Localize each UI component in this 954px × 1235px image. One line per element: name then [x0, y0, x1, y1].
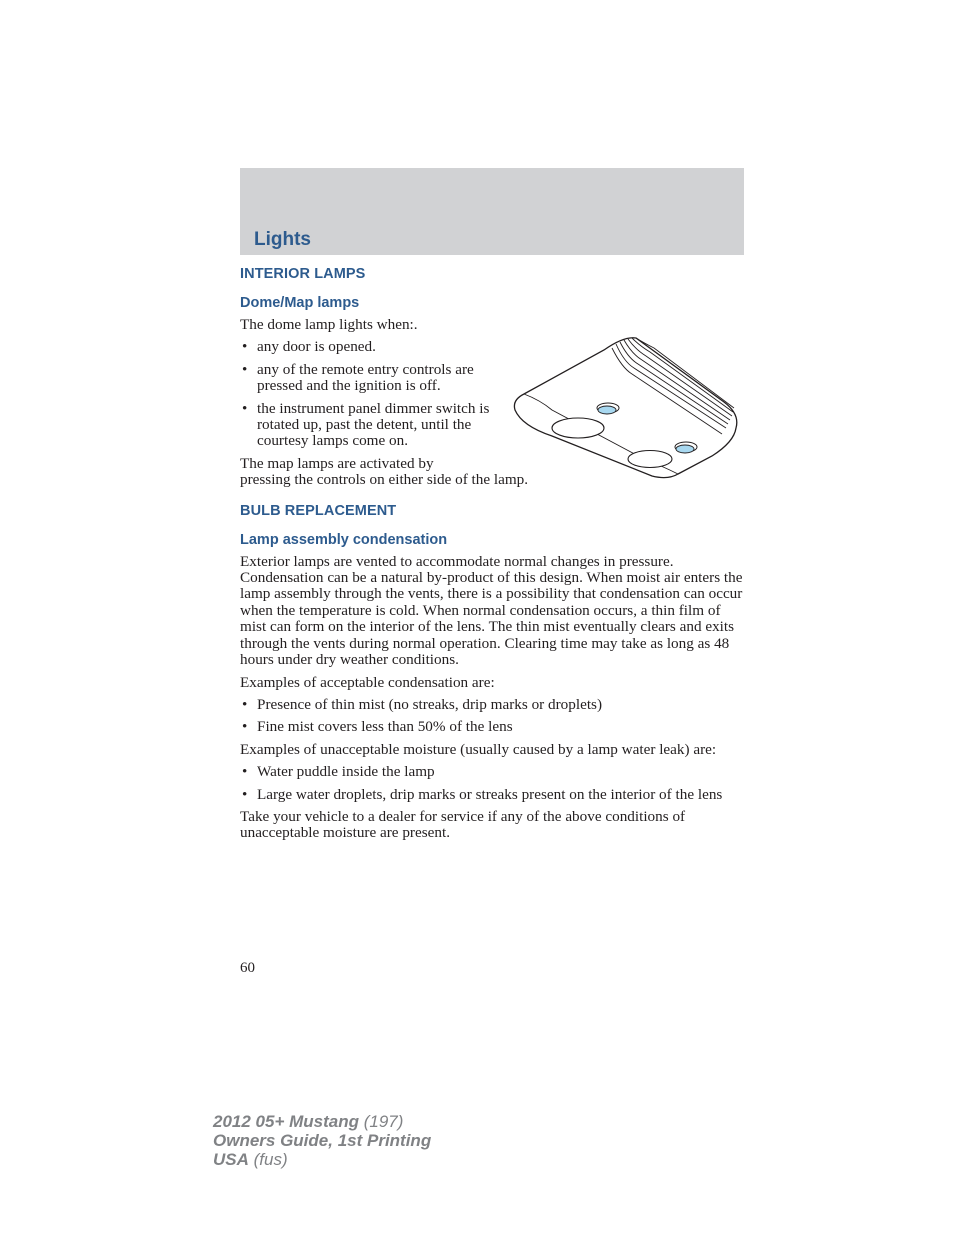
- footer-model-code: (197): [359, 1112, 404, 1131]
- closing-paragraph: Take your vehicle to a dealer for service if any of the above conditions of unacceptable moisture are present.: [240, 807, 686, 842]
- subheading-lamp-condensation: Lamp assembly condensation: [240, 531, 448, 548]
- map-lamps-text-line1: The map lamps are activated by: [240, 454, 434, 472]
- map-lamps-text-line2: pressing the controls on either side of the lamp.: [240, 471, 529, 489]
- document-footer: [213, 1112, 431, 1169]
- condensation-paragraph: Exterior lamps are vented to accommodate normal changes in pressure. Condensation can be a natural by-product of this design. When moist air enters the lamp assembly through the vents, there is a possibility that condensation can occur when the temperature is cold. When normal condensation occurs, a thin film of mist can form on the interior of the lens. The thin mist eventually clears and exits through the vents during normal operation. Clearing time may take as long as 48 hours under dry weather conditions.: [240, 552, 743, 669]
- section-header-band: [240, 168, 744, 255]
- dome-conditions-list: [240, 339, 490, 449]
- footer-guide: Owners Guide, 1st Printing: [213, 1131, 432, 1150]
- page-number: 60: [240, 960, 255, 976]
- unacceptable-list: [240, 764, 744, 803]
- list-item: • Presence of thin mist (no streaks, drip marks or droplets): [240, 697, 744, 713]
- subheading-dome-map-lamps: Dome/Map lamps: [240, 295, 360, 311]
- unacceptable-intro: Examples of unacceptable moisture (usually caused by a lamp water leak) are:: [240, 740, 717, 758]
- acceptable-list: [240, 697, 744, 736]
- acceptable-intro: Examples of acceptable condensation are:: [240, 673, 495, 691]
- list-item: • Fine mist covers less than 50% of the lens: [240, 719, 744, 735]
- dome-intro: The dome lamp lights when:.: [240, 316, 418, 333]
- map-lamps-text: [240, 456, 744, 489]
- list-item: • any of the remote entry controls are pressed and the ignition is off.: [240, 362, 490, 395]
- footer-market-code: (fus): [248, 1150, 288, 1169]
- list-item: • the instrument panel dimmer switch is rotated up, past the detent, until the courtesy lamps come on.: [240, 401, 490, 450]
- footer-model: 2012 05+ Mustang: [213, 1112, 359, 1131]
- list-item: • Large water droplets, drip marks or streaks present on the interior of the lens: [240, 787, 744, 803]
- list-item: • Water puddle inside the lamp: [240, 764, 744, 780]
- footer-market: USA: [213, 1150, 249, 1169]
- section-title: Lights: [254, 229, 311, 250]
- heading-interior-lamps: INTERIOR LAMPS: [240, 266, 366, 282]
- list-item: • any door is opened.: [240, 339, 490, 355]
- page-content: [240, 266, 744, 848]
- heading-bulb-replacement: BULB REPLACEMENT: [240, 502, 397, 519]
